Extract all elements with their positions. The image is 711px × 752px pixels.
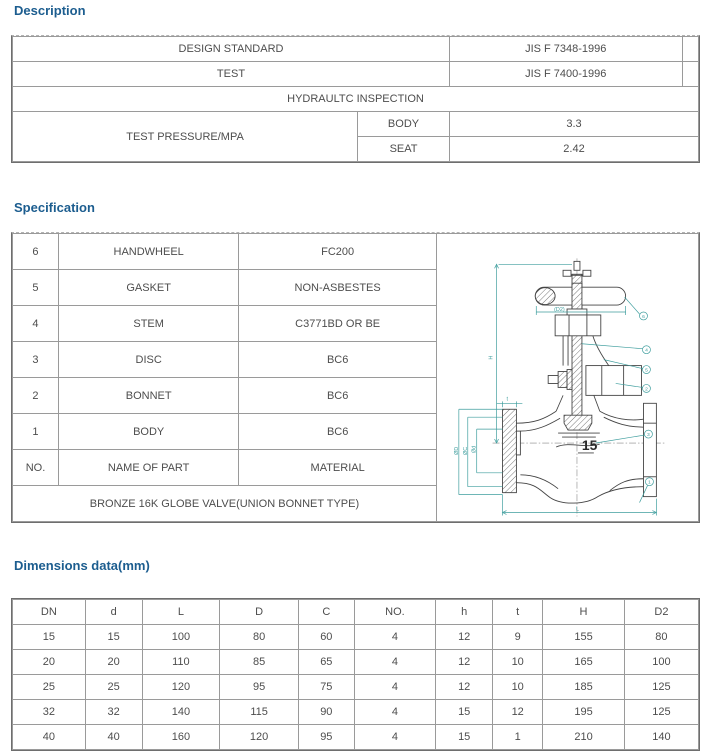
col-header: h — [436, 600, 493, 625]
packing-section — [567, 370, 572, 390]
description-heading: Description — [14, 3, 86, 18]
test-pressure-label: TEST PRESSURE/MPA — [13, 112, 358, 162]
table-row — [13, 234, 699, 270]
dim-cell: 60 — [299, 625, 355, 650]
gland-packing-left — [558, 372, 567, 388]
part-name: GASKET — [58, 270, 238, 306]
dim-cell: 160 — [142, 725, 220, 750]
dim-cell: 100 — [142, 625, 220, 650]
body-top-left — [516, 411, 556, 423]
body-label: BODY — [358, 112, 450, 137]
valve-drawing-cell — [436, 234, 698, 522]
description-table — [12, 36, 699, 162]
dimensions-table-wrap — [11, 598, 700, 751]
description-table-wrap — [11, 35, 700, 163]
stem-through-handwheel — [572, 283, 582, 309]
callout-leader — [625, 297, 640, 314]
dim-cell: 4 — [354, 700, 436, 725]
left-flange-section — [502, 409, 516, 492]
callout-number-stem: 4 — [644, 348, 648, 354]
bore-bottom-right — [610, 479, 644, 491]
seat-value: 2.42 — [449, 137, 698, 162]
dim-cell: 12 — [436, 675, 493, 700]
part-material: NON-ASBESTES — [239, 270, 437, 306]
stem-clamp-left — [563, 270, 571, 276]
table-row — [13, 37, 699, 62]
part-no: 2 — [13, 378, 59, 414]
table-row — [13, 87, 699, 112]
col-header: C — [299, 600, 355, 625]
dim-cell: 85 — [220, 650, 299, 675]
dim-OD-label: ØD — [453, 446, 460, 455]
callout-leader — [596, 435, 645, 443]
product-title: BRONZE 16K GLOBE VALVE(UNION BONNET TYPE) — [13, 486, 437, 522]
table-row — [13, 650, 699, 675]
dim-cell: 4 — [354, 650, 436, 675]
seat-label: SEAT — [358, 137, 450, 162]
dim-C-label: ØC — [462, 446, 469, 455]
dim-cell: 20 — [13, 650, 86, 675]
table-row — [13, 62, 699, 87]
dim-cell: 110 — [142, 650, 220, 675]
specification-heading: Specification — [14, 200, 95, 215]
part-no: 3 — [13, 342, 59, 378]
dim-cell: 95 — [299, 725, 355, 750]
dim-cell: 140 — [624, 725, 698, 750]
neck-left — [556, 395, 563, 411]
spec-col-no: NO. — [13, 450, 59, 486]
dim-cell: 125 — [624, 675, 698, 700]
dim-cell: 75 — [299, 675, 355, 700]
union-bonnet-nut — [586, 366, 642, 396]
callout-number-handwheel: 6 — [642, 314, 645, 320]
part-material: BC6 — [239, 378, 437, 414]
dim-cell: 100 — [624, 650, 698, 675]
part-material: FC200 — [239, 234, 437, 270]
callout-number-bonnet: 2 — [644, 387, 648, 393]
callout-number-disc: 3 — [646, 433, 650, 439]
part-no: 4 — [13, 306, 59, 342]
dim-cell: 95 — [220, 675, 299, 700]
design-standard-label: DESIGN STANDARD — [13, 37, 450, 62]
stem-clamp-right — [583, 270, 591, 276]
dim-cell: 9 — [493, 625, 543, 650]
part-name: BONNET — [58, 378, 238, 414]
spec-col-material: MATERIAL — [239, 450, 437, 486]
dim-cell: 25 — [13, 675, 86, 700]
bonnet-right-curve — [593, 336, 609, 366]
dim-cell: 140 — [142, 700, 220, 725]
table-row — [13, 675, 699, 700]
dim-cell: 12 — [436, 650, 493, 675]
dim-cell: 125 — [624, 700, 698, 725]
table-row — [13, 725, 699, 750]
dimensions-table — [12, 599, 699, 750]
dim-cell: 12 — [436, 625, 493, 650]
dim-cell: 4 — [354, 625, 436, 650]
design-standard-value: JIS F 7348-1996 — [449, 37, 682, 62]
dim-cell: 40 — [13, 725, 86, 750]
empty-cell — [682, 62, 698, 87]
part-no: 6 — [13, 234, 59, 270]
body-bottom — [516, 483, 643, 503]
dim-cell: 15 — [13, 625, 86, 650]
dim-cell: 4 — [354, 725, 436, 750]
dim-cell: 12 — [493, 700, 543, 725]
dim-cell: 15 — [436, 725, 493, 750]
specification-table-wrap — [11, 232, 700, 523]
callout-number-body: 1 — [647, 480, 651, 486]
globe-valve-technical-drawing — [437, 234, 698, 521]
dim-cell: 1 — [493, 725, 543, 750]
callout-leader — [582, 344, 643, 349]
left-flange-face — [516, 431, 520, 455]
neck-right — [594, 395, 600, 411]
dim-t-label: t — [506, 396, 508, 403]
dim-cell: 165 — [543, 650, 625, 675]
col-header: NO. — [354, 600, 436, 625]
hydraulic-inspection-label: HYDRAULTC INSPECTION — [13, 87, 699, 112]
spec-col-name: NAME OF PART — [58, 450, 238, 486]
col-header: L — [142, 600, 220, 625]
body-value: 3.3 — [449, 112, 698, 137]
dim-cell: 155 — [543, 625, 625, 650]
col-header: H — [543, 600, 625, 625]
dim-cell: 15 — [85, 625, 142, 650]
part-no: 5 — [13, 270, 59, 306]
dim-cell: 32 — [85, 700, 142, 725]
stem-cap-screw — [574, 261, 580, 270]
col-header: DN — [13, 600, 86, 625]
dim-cell: 210 — [543, 725, 625, 750]
dim-cell: 195 — [543, 700, 625, 725]
dim-cell: 65 — [299, 650, 355, 675]
bore-bottom-left — [520, 475, 558, 489]
dim-cell: 32 — [13, 700, 86, 725]
col-header: d — [85, 600, 142, 625]
disc-section — [564, 415, 592, 430]
stem-hex-nut — [555, 315, 601, 336]
dim-cell: 10 — [493, 650, 543, 675]
dim-cell: 115 — [220, 700, 299, 725]
table-row — [13, 112, 699, 137]
test-value: JIS F 7400-1996 — [449, 62, 682, 87]
part-name: BODY — [58, 414, 238, 450]
dim-H-label: H — [488, 355, 495, 360]
dim-cell: 120 — [142, 675, 220, 700]
col-header: D2 — [624, 600, 698, 625]
bore-top-left — [520, 418, 560, 431]
dim-d-label: Ød — [471, 445, 478, 453]
part-material: BC6 — [239, 414, 437, 450]
bore-top-right — [604, 417, 644, 427]
part-material: BC6 — [239, 342, 437, 378]
part-name: DISC — [58, 342, 238, 378]
callout-number-gasket: 5 — [644, 368, 648, 374]
dim-cell: 10 — [493, 675, 543, 700]
dim-cell: 4 — [354, 675, 436, 700]
dim-cell: 80 — [624, 625, 698, 650]
part-name: HANDWHEEL — [58, 234, 238, 270]
dim-D2-label: (D2) — [554, 306, 565, 313]
table-row — [13, 625, 699, 650]
dim-cell: 20 — [85, 650, 142, 675]
empty-cell — [682, 37, 698, 62]
dim-cell: 90 — [299, 700, 355, 725]
col-header: D — [220, 600, 299, 625]
dim-cell: 25 — [85, 675, 142, 700]
part-material: C3771BD OR BE — [239, 306, 437, 342]
dimensions-header-row — [13, 600, 699, 625]
handwheel-hub-section — [535, 288, 555, 305]
dimensions-heading: Dimensions data(mm) — [14, 558, 150, 573]
specification-table — [12, 233, 699, 522]
nominal-size-label: 15 — [581, 436, 598, 453]
dim-cell: 120 — [220, 725, 299, 750]
gland-screw — [548, 376, 558, 384]
col-header: t — [493, 600, 543, 625]
dim-cell: 15 — [436, 700, 493, 725]
dim-L-label: L — [575, 506, 579, 513]
part-no: 1 — [13, 414, 59, 450]
dim-cell: 185 — [543, 675, 625, 700]
table-row — [13, 700, 699, 725]
dim-cell: 80 — [220, 625, 299, 650]
part-name: STEM — [58, 306, 238, 342]
dim-cell: 40 — [85, 725, 142, 750]
test-label: TEST — [13, 62, 450, 87]
